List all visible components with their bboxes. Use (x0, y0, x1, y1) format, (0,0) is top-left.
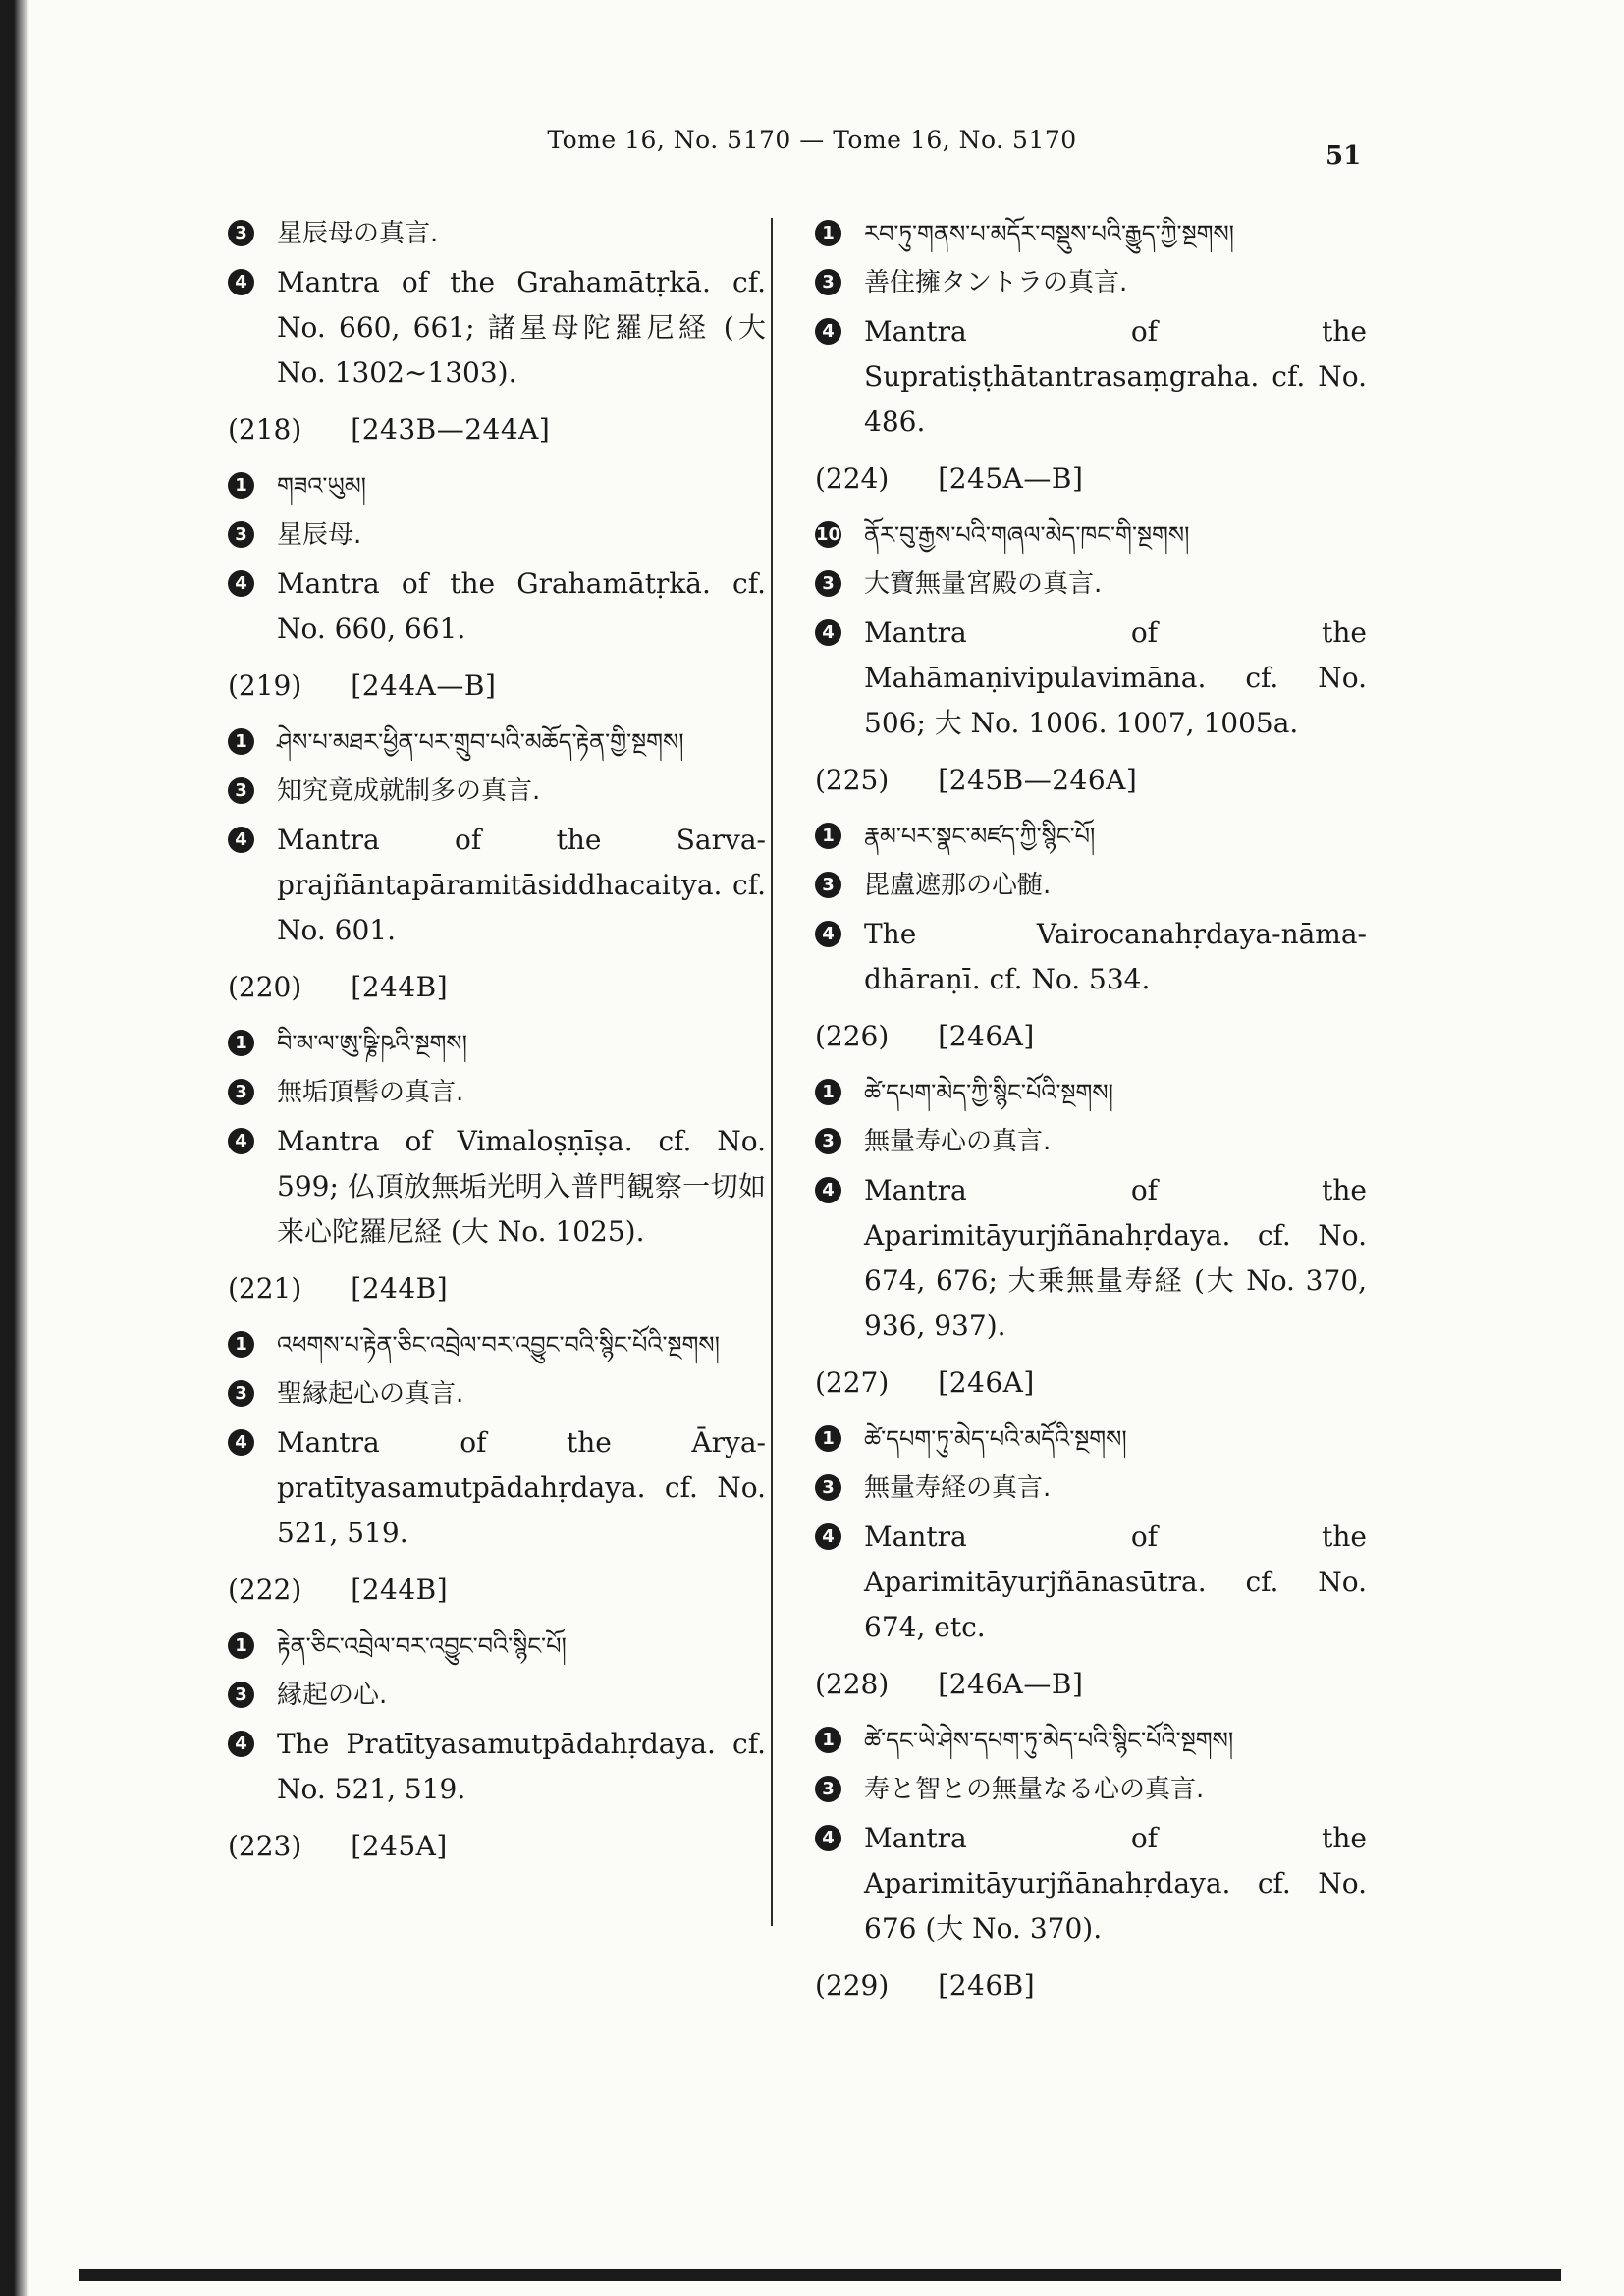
marker-4-icon: 4 (815, 1523, 841, 1550)
entry-heading: (227) [246A] (815, 1366, 1035, 1399)
entry-228 (815, 1668, 1367, 1951)
marker-1-icon: 1 (228, 472, 254, 499)
marker-4-icon: 4 (815, 619, 841, 646)
marker-3-icon: 3 (815, 1776, 841, 1802)
marker-3-icon: 3 (228, 1380, 254, 1407)
running-head: Tome 16, No. 5170 — Tome 16, No. 5170 (547, 126, 1077, 154)
description: 4 Mantra of the Ārya-pratītyasamutpādahṛdaya. cf. No. 521, 519. (228, 1420, 766, 1556)
japanese-title: 3 寿と智との無量なる心の真言. (815, 1767, 1367, 1812)
marker-3-icon: 3 (228, 521, 254, 548)
entry-229 (815, 1969, 1367, 2002)
marker-3-icon: 3 (815, 1128, 841, 1154)
tibetan-title: 1 ཤེས་པ་མཐར་ཕྱིན་པར་གྲུབ་པའི་མཆོད་རྟེན་གྱི་སྔགས། (228, 720, 766, 765)
description: 4 Mantra of the Aparimitāyurjñānahṛdaya. cf. No. 674, 676; 大乗無量寿経 (大 No. 370, 936, 937). (815, 1168, 1367, 1349)
japanese-title: 3 善住擁タントラの真言. (815, 260, 1367, 305)
description: 4 The Vairocanahṛdaya-nāma-dhāraṇī. cf. No. 534. (815, 912, 1367, 1002)
marker-4-icon: 4 (228, 269, 254, 295)
japanese-title: 3 星辰母の真言. (228, 211, 766, 256)
marker-1-icon: 1 (228, 728, 254, 755)
marker-3-icon: 3 (228, 1682, 254, 1708)
entry-217-continued (228, 211, 766, 396)
marker-3-icon: 3 (228, 220, 254, 246)
entry-218 (228, 413, 766, 652)
marker-1-icon: 1 (815, 1727, 841, 1753)
marker-4-icon: 4 (228, 570, 254, 597)
marker-4-icon: 4 (815, 318, 841, 345)
marker-3-icon: 3 (815, 872, 841, 898)
entry-222 (228, 1574, 766, 1812)
description: 4 Mantra of the Mahāmaṇivipulavimāna. cf. No. 506; 大 No. 1006. 1007, 1005a. (815, 611, 1367, 746)
japanese-title: 3 無量寿経の真言. (815, 1466, 1367, 1511)
entry-219 (228, 669, 766, 953)
entry-221 (228, 1272, 766, 1556)
entry-heading: (219) [244A—B] (228, 669, 497, 702)
right-column (815, 211, 1367, 2019)
entry-223-continued (815, 211, 1367, 445)
marker-4-icon: 4 (815, 1825, 841, 1851)
entry-heading: (223) [245A] (228, 1830, 448, 1862)
japanese-title: 3 縁起の心. (228, 1673, 766, 1718)
marker-3-icon: 3 (815, 570, 841, 597)
description: 4 Mantra of the Grahamātṛkā. cf. No. 660, 661; 諸星母陀羅尼経 (大 No. 1302~1303). (228, 260, 766, 396)
marker-10-icon: 10 (815, 521, 841, 548)
tibetan-title: 1 རྟེན་ཅིང་འབྲེལ་བར་འབྱུང་བའི་སྙིང་པོ། (228, 1624, 766, 1669)
entry-224 (815, 462, 1367, 746)
marker-4-icon: 4 (815, 921, 841, 947)
japanese-title: 3 聖縁起心の真言. (228, 1371, 766, 1416)
tibetan-title: 1 ཚེ་དཔག་ཏུ་མེད་པའི་མདོའི་སྔགས། (815, 1416, 1367, 1462)
entry-heading: (229) [246B] (815, 1969, 1036, 2002)
entry-heading: (222) [244B] (228, 1574, 449, 1606)
marker-4-icon: 4 (228, 827, 254, 853)
marker-4-icon: 4 (228, 1731, 254, 1757)
entry-heading: (221) [244B] (228, 1272, 449, 1305)
marker-3-icon: 3 (228, 777, 254, 804)
scan-bottom-edge (79, 2269, 1561, 2281)
japanese-title: 3 知究竟成就制多の真言. (228, 769, 766, 814)
japanese-title: 3 毘盧遮那の心髄. (815, 863, 1367, 908)
japanese-title: 3 無垢頂髻の真言. (228, 1070, 766, 1115)
marker-1-icon: 1 (815, 1425, 841, 1452)
entry-220 (228, 971, 766, 1255)
japanese-title: 3 無量寿心の真言. (815, 1119, 1367, 1164)
entry-226 (815, 1020, 1367, 1349)
entry-heading: (218) [243B—244A] (228, 413, 551, 446)
description: 4 Mantra of Vimaloṣṇīṣa. cf. No. 599; 仏頂放無垢光明入普門観察一切如来心陀羅尼経 (大 No. 1025). (228, 1119, 766, 1255)
entry-heading: (228) [246A—B] (815, 1668, 1084, 1700)
tibetan-title: 1 ཚེ་དཔག་མེད་ཀྱི་སྙིང་པོའི་སྔགས། (815, 1070, 1367, 1115)
entry-heading: (226) [246A] (815, 1020, 1035, 1052)
tibetan-title: 10 ནོར་བུ་རྒྱས་པའི་གཞལ་མེད་ཁང་གི་སྔགས། (815, 521, 1190, 549)
page-number: 51 (1326, 141, 1362, 171)
japanese-title: 3 星辰母. (228, 512, 766, 558)
entry-heading: (224) [245A—B] (815, 462, 1084, 495)
marker-1-icon: 1 (228, 1331, 254, 1358)
tibetan-title: 1 གཟའ་ཡུམ། (228, 463, 766, 508)
japanese-title: 3 大寶無量宮殿の真言. (815, 561, 1367, 607)
marker-1-icon: 1 (815, 823, 841, 849)
marker-4-icon: 4 (815, 1177, 841, 1203)
scan-left-edge (0, 0, 29, 2296)
marker-3-icon: 3 (815, 269, 841, 295)
tibetan-title: 1 རབ་ཏུ་གནས་པ་མདོར་བསྡུས་པའི་རྒྱུད་ཀྱི་སྔགས། (815, 211, 1367, 256)
description: 4 Mantra of the Grahamātṛkā. cf. No. 660, 661. (228, 561, 766, 652)
description: 4 The Pratītyasamutpādahṛdaya. cf. No. 521, 519. (228, 1722, 766, 1812)
marker-4-icon: 4 (228, 1128, 254, 1154)
marker-1-icon: 1 (228, 1030, 254, 1056)
tibetan-title: 1 རྣམ་པར་སྣང་མཛད་ཀྱི་སྙིང་པོ། (815, 814, 1367, 859)
marker-3-icon: 3 (815, 1474, 841, 1501)
tibetan-title: 1 བི་མ་ལ་ཨུ་ཥྞི་ཥའི་སྔགས། (228, 1021, 766, 1066)
marker-1-icon: 1 (815, 220, 841, 246)
entry-225 (815, 764, 1367, 1002)
marker-1-icon: 1 (815, 1079, 841, 1105)
marker-4-icon: 4 (228, 1429, 254, 1456)
column-divider (771, 218, 773, 1926)
marker-3-icon: 3 (228, 1079, 254, 1105)
tibetan-title: 1 འཕགས་པ་རྟེན་ཅིང་འབྲེལ་བར་འབྱུང་བའི་སྙིང་པོའི་སྔགས། (228, 1322, 766, 1367)
tibetan-title: 1 ཚེ་དང་ཡེ་ཤེས་དཔག་ཏུ་མེད་པའི་སྙིང་པོའི་སྔགས། (815, 1718, 1367, 1763)
entry-heading: (220) [244B] (228, 971, 449, 1003)
description: 4 Mantra of the Sarva-prajñāntapāramitāsiddhacaitya. cf. No. 601. (228, 818, 766, 953)
description: 4 Mantra of the Aparimitāyurjñānahṛdaya. cf. No. 676 (大 No. 370). (815, 1816, 1367, 1951)
entry-227 (815, 1366, 1367, 1650)
marker-1-icon: 1 (228, 1632, 254, 1659)
description: 4 Mantra of the Aparimitāyurjñānasūtra. cf. No. 674, etc. (815, 1515, 1367, 1650)
description: 4 Mantra of the Supratiṣṭhātantrasaṃgraha. cf. No. 486. (815, 309, 1367, 445)
entry-223 (228, 1830, 766, 1862)
entry-heading: (225) [245B—246A] (815, 764, 1138, 796)
left-column (228, 211, 766, 1880)
